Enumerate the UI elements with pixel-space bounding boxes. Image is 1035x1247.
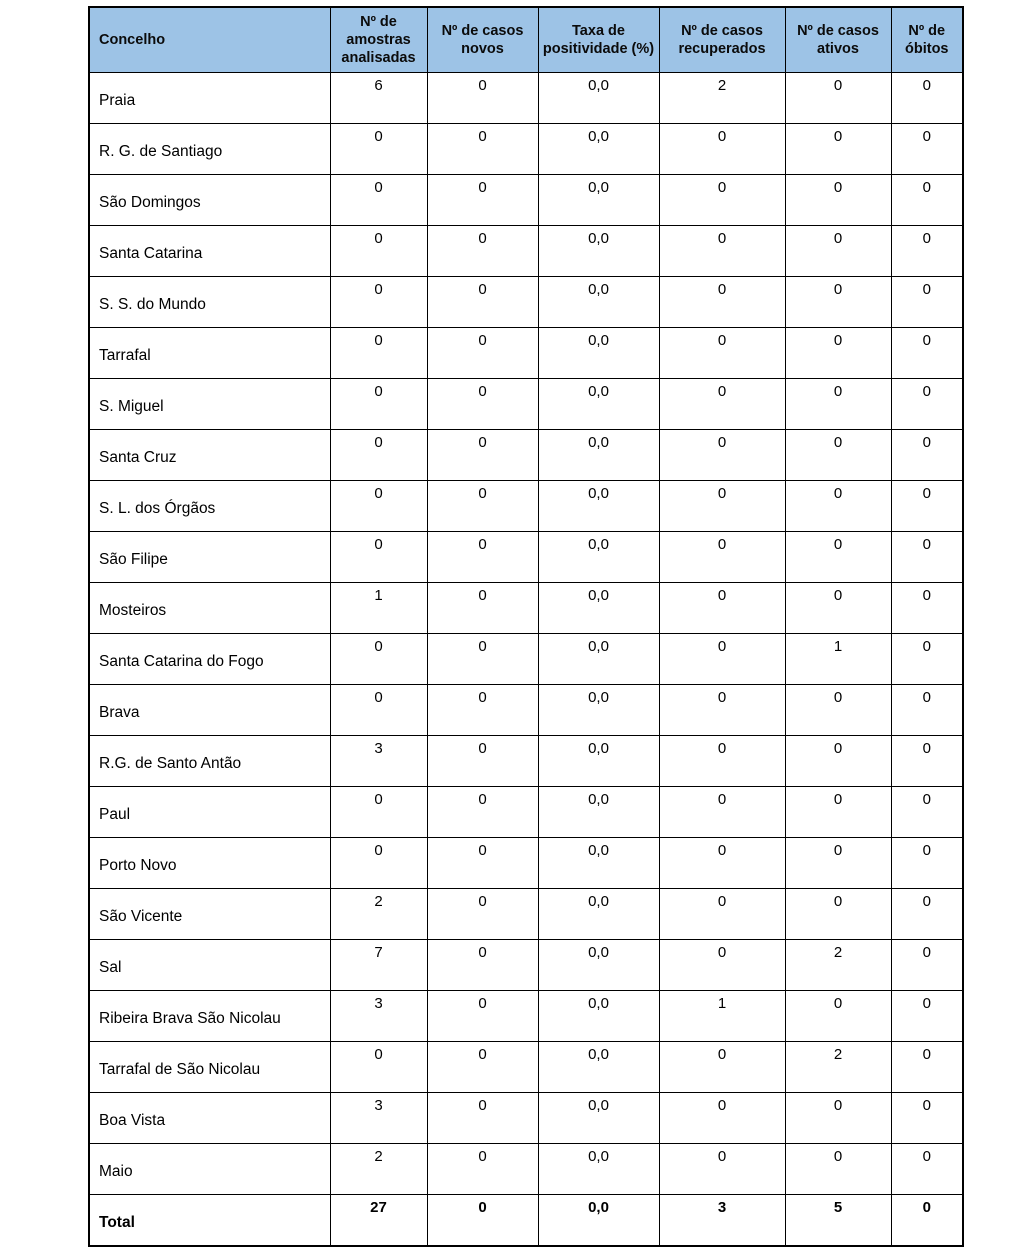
value-cell: 0	[659, 685, 785, 736]
value-cell: 0,0	[538, 481, 659, 532]
value-cell: 6	[330, 73, 427, 124]
value-cell: 0	[891, 430, 963, 481]
value-cell: 0	[785, 787, 891, 838]
value-cell: 0	[427, 991, 538, 1042]
concelho-cell: Santa Cruz	[89, 430, 330, 481]
value-cell: 0	[659, 277, 785, 328]
table-row	[89, 991, 963, 1042]
value-cell: 0	[891, 481, 963, 532]
value-cell: 0,0	[538, 379, 659, 430]
col-header-casos-novos: Nº de casos novos	[427, 7, 538, 73]
table-row	[89, 583, 963, 634]
value-cell: 0	[891, 685, 963, 736]
value-cell: 0	[891, 1042, 963, 1093]
value-cell: 2	[785, 1042, 891, 1093]
value-cell: 0	[891, 838, 963, 889]
col-header-amostras-analisadas: Nº de amostras analisadas	[330, 7, 427, 73]
value-cell: 0	[891, 1093, 963, 1144]
value-cell: 2	[330, 889, 427, 940]
concelho-cell: Tarrafal	[89, 328, 330, 379]
value-cell: 0	[330, 481, 427, 532]
value-cell: 0,0	[538, 277, 659, 328]
value-cell: 0,0	[538, 532, 659, 583]
value-cell: 2	[330, 1144, 427, 1195]
concelho-cell: R.G. de Santo Antão	[89, 736, 330, 787]
value-cell: 0	[427, 277, 538, 328]
concelho-cell: S. Miguel	[89, 379, 330, 430]
value-cell: 0,0	[538, 634, 659, 685]
value-cell: 1	[785, 634, 891, 685]
table-row	[89, 124, 963, 175]
value-cell: 0	[659, 328, 785, 379]
value-cell: 0,0	[538, 889, 659, 940]
value-cell: 0	[785, 124, 891, 175]
value-cell: 0	[891, 532, 963, 583]
value-cell: 0	[330, 532, 427, 583]
value-cell: 0,0	[538, 940, 659, 991]
table-row	[89, 73, 963, 124]
concelho-cell: S. S. do Mundo	[89, 277, 330, 328]
value-cell: 0,0	[538, 838, 659, 889]
value-cell: 0	[891, 1144, 963, 1195]
value-cell: 0	[891, 124, 963, 175]
value-cell: 7	[330, 940, 427, 991]
value-cell: 0	[427, 175, 538, 226]
value-cell: 0	[659, 1144, 785, 1195]
value-cell: 0	[659, 175, 785, 226]
value-cell: 0	[659, 532, 785, 583]
value-cell: 0,0	[538, 124, 659, 175]
value-cell: 0	[785, 991, 891, 1042]
value-cell: 0	[427, 1093, 538, 1144]
value-cell: 0	[891, 277, 963, 328]
value-cell: 0	[659, 430, 785, 481]
value-cell: 0	[891, 787, 963, 838]
value-cell: 0	[785, 379, 891, 430]
concelho-data-table	[88, 6, 964, 1247]
total-value-cell: 0,0	[538, 1195, 659, 1247]
value-cell: 0	[330, 685, 427, 736]
concelho-cell: Santa Catarina	[89, 226, 330, 277]
value-cell: 0	[427, 889, 538, 940]
value-cell: 0	[659, 736, 785, 787]
value-cell: 0,0	[538, 991, 659, 1042]
value-cell: 0	[427, 736, 538, 787]
table-row	[89, 379, 963, 430]
table-row	[89, 838, 963, 889]
concelho-cell: Santa Catarina do Fogo	[89, 634, 330, 685]
table-row	[89, 1144, 963, 1195]
value-cell: 0,0	[538, 685, 659, 736]
value-cell: 0	[659, 1042, 785, 1093]
value-cell: 0,0	[538, 430, 659, 481]
value-cell: 0	[330, 328, 427, 379]
value-cell: 0	[330, 634, 427, 685]
value-cell: 0,0	[538, 1093, 659, 1144]
value-cell: 0	[427, 1144, 538, 1195]
table-row	[89, 175, 963, 226]
total-value-cell: 3	[659, 1195, 785, 1247]
value-cell: 0	[659, 583, 785, 634]
value-cell: 0	[785, 277, 891, 328]
value-cell: 0	[427, 226, 538, 277]
value-cell: 0	[785, 532, 891, 583]
value-cell: 0	[785, 889, 891, 940]
concelho-cell: Ribeira Brava São Nicolau	[89, 991, 330, 1042]
table-row	[89, 1042, 963, 1093]
value-cell: 3	[330, 1093, 427, 1144]
total-label-cell: Total	[89, 1195, 330, 1247]
value-cell: 0	[785, 838, 891, 889]
value-cell: 0	[891, 634, 963, 685]
value-cell: 0	[427, 940, 538, 991]
value-cell: 0	[427, 73, 538, 124]
value-cell: 0	[891, 379, 963, 430]
total-value-cell: 0	[891, 1195, 963, 1247]
concelho-cell: Boa Vista	[89, 1093, 330, 1144]
value-cell: 0	[659, 889, 785, 940]
table-row	[89, 634, 963, 685]
concelho-cell: Brava	[89, 685, 330, 736]
value-cell: 0,0	[538, 1144, 659, 1195]
concelho-cell: Paul	[89, 787, 330, 838]
table-row	[89, 328, 963, 379]
table-row	[89, 685, 963, 736]
value-cell: 0,0	[538, 583, 659, 634]
value-cell: 0	[891, 73, 963, 124]
table-row	[89, 736, 963, 787]
value-cell: 0	[427, 532, 538, 583]
value-cell: 0	[427, 328, 538, 379]
table-total-row	[89, 1195, 963, 1247]
col-header-taxa-positividade: Taxa de positividade (%)	[538, 7, 659, 73]
value-cell: 0,0	[538, 226, 659, 277]
value-cell: 0	[785, 175, 891, 226]
value-cell: 0	[785, 583, 891, 634]
value-cell: 0	[659, 1093, 785, 1144]
value-cell: 0	[659, 226, 785, 277]
value-cell: 0	[659, 481, 785, 532]
table-row	[89, 889, 963, 940]
value-cell: 0	[659, 838, 785, 889]
concelho-cell: Porto Novo	[89, 838, 330, 889]
value-cell: 0,0	[538, 1042, 659, 1093]
value-cell: 0	[330, 838, 427, 889]
table-row	[89, 430, 963, 481]
concelho-cell: R. G. de Santiago	[89, 124, 330, 175]
value-cell: 0	[427, 481, 538, 532]
value-cell: 0	[785, 226, 891, 277]
value-cell: 0	[330, 175, 427, 226]
value-cell: 0	[891, 226, 963, 277]
value-cell: 0	[891, 583, 963, 634]
table-body	[89, 73, 963, 1195]
value-cell: 0	[785, 1093, 891, 1144]
table-row	[89, 532, 963, 583]
table-row	[89, 226, 963, 277]
concelho-cell: Praia	[89, 73, 330, 124]
table-header-row	[89, 7, 963, 73]
value-cell: 0	[427, 1042, 538, 1093]
value-cell: 0,0	[538, 736, 659, 787]
value-cell: 0	[427, 685, 538, 736]
value-cell: 0,0	[538, 175, 659, 226]
value-cell: 0	[330, 430, 427, 481]
value-cell: 0,0	[538, 73, 659, 124]
value-cell: 0	[891, 889, 963, 940]
value-cell: 0	[427, 379, 538, 430]
concelho-cell: Tarrafal de São Nicolau	[89, 1042, 330, 1093]
value-cell: 0	[785, 736, 891, 787]
value-cell: 0	[659, 940, 785, 991]
col-header-obitos: Nº de óbitos	[891, 7, 963, 73]
value-cell: 0	[330, 787, 427, 838]
value-cell: 0	[785, 685, 891, 736]
value-cell: 0	[891, 991, 963, 1042]
value-cell: 0	[427, 124, 538, 175]
col-header-concelho: Concelho	[89, 7, 330, 73]
value-cell: 0	[330, 379, 427, 430]
concelho-cell: Sal	[89, 940, 330, 991]
table-row	[89, 481, 963, 532]
value-cell: 2	[659, 73, 785, 124]
value-cell: 0	[330, 226, 427, 277]
value-cell: 1	[659, 991, 785, 1042]
concelho-cell: S. L. dos Órgãos	[89, 481, 330, 532]
value-cell: 0	[785, 430, 891, 481]
table-row	[89, 277, 963, 328]
col-header-casos-ativos: Nº de casos ativos	[785, 7, 891, 73]
concelho-cell: São Vicente	[89, 889, 330, 940]
value-cell: 0	[427, 838, 538, 889]
table-row	[89, 787, 963, 838]
value-cell: 0	[891, 175, 963, 226]
value-cell: 0	[785, 481, 891, 532]
value-cell: 0	[891, 940, 963, 991]
value-cell: 0	[330, 124, 427, 175]
value-cell: 0	[659, 787, 785, 838]
value-cell: 3	[330, 991, 427, 1042]
value-cell: 0,0	[538, 328, 659, 379]
value-cell: 0	[427, 583, 538, 634]
value-cell: 0	[659, 379, 785, 430]
table-row	[89, 1093, 963, 1144]
col-header-casos-recuperados: Nº de casos recuperados	[659, 7, 785, 73]
value-cell: 0	[330, 277, 427, 328]
value-cell: 1	[330, 583, 427, 634]
total-value-cell: 0	[427, 1195, 538, 1247]
table-row	[89, 940, 963, 991]
value-cell: 2	[785, 940, 891, 991]
value-cell: 0	[427, 634, 538, 685]
value-cell: 0	[891, 328, 963, 379]
value-cell: 0	[785, 328, 891, 379]
value-cell: 0	[659, 124, 785, 175]
value-cell: 0	[785, 1144, 891, 1195]
concelho-cell: Maio	[89, 1144, 330, 1195]
value-cell: 0	[427, 430, 538, 481]
value-cell: 0	[659, 634, 785, 685]
value-cell: 0	[330, 1042, 427, 1093]
total-value-cell: 27	[330, 1195, 427, 1247]
value-cell: 0,0	[538, 787, 659, 838]
value-cell: 0	[427, 787, 538, 838]
concelho-cell: São Domingos	[89, 175, 330, 226]
total-value-cell: 5	[785, 1195, 891, 1247]
concelho-cell: Mosteiros	[89, 583, 330, 634]
value-cell: 3	[330, 736, 427, 787]
concelho-cell: São Filipe	[89, 532, 330, 583]
value-cell: 0	[891, 736, 963, 787]
value-cell: 0	[785, 73, 891, 124]
